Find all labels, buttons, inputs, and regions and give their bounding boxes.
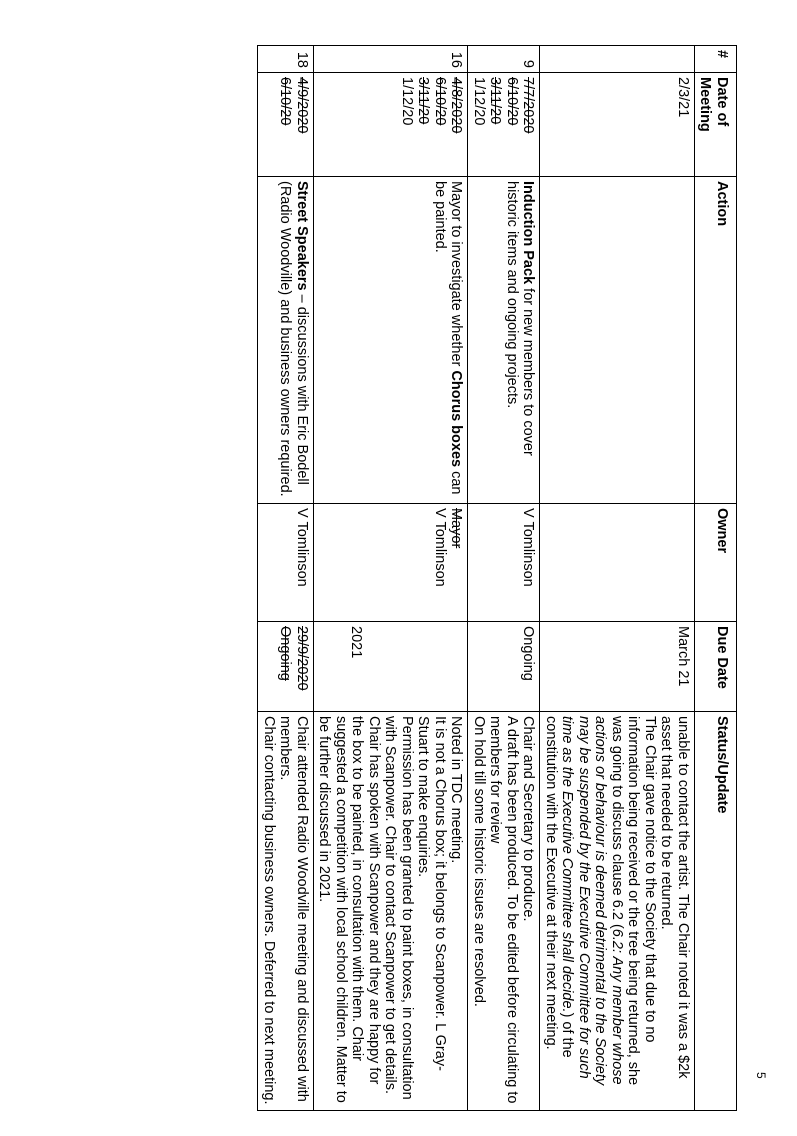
meeting-date: 6/10/20 bbox=[504, 77, 520, 126]
status-line: Chair has spoken with Scanpower and they are happy for the box to be painted, in consultation with them. Chair suggested a competition with local school children. Matter to be further discussed in 2021. bbox=[316, 716, 382, 1103]
cell-action bbox=[468, 177, 540, 504]
due-date: 2021 bbox=[348, 626, 365, 659]
table-row-item-16 bbox=[314, 46, 469, 1111]
due-date-struck: Ongoing bbox=[277, 626, 294, 681]
meeting-date: 7/7/2020 bbox=[520, 77, 537, 134]
action-text: for new members to cover historic items and ongoing projects. bbox=[504, 181, 537, 456]
constitution-clause-quote: 6.2: Any member whose actions or behaviour is deemed detrimental to the Society may be suspended by the Executive Committee for such time as the Executive Committee shall decide. bbox=[559, 716, 625, 1086]
status-line: Noted in TDC meeting. bbox=[448, 716, 465, 864]
header-date-of-meeting: Date of Meeting bbox=[695, 73, 737, 177]
action-title: Chorus boxes bbox=[448, 370, 465, 468]
action-items-table bbox=[258, 45, 738, 1111]
cell-number: 9 bbox=[468, 46, 540, 73]
due-date: March 21 bbox=[675, 626, 691, 687]
meeting-date: 1/12/20 bbox=[471, 77, 487, 126]
meeting-date: 2/3/21 bbox=[675, 77, 691, 118]
cell-owner bbox=[468, 504, 540, 622]
status-line: A draft has been produced. To be edited before circulating to members for review bbox=[487, 716, 520, 1104]
cell-owner bbox=[314, 504, 469, 622]
cell-status bbox=[314, 712, 469, 1111]
cell-number: 18 bbox=[258, 46, 314, 73]
status-paragraph: The Chair gave notice to the Society that due to no information being received or the tree being returned, she was going to discuss clause 6.2 (6.2: Any member whose actions or behaviour is deemed detrimental to the Society may be suspended by the Executive Committee for such time as the Executive Committee shall decide.) of the constitution with the Executive at their next meeting. bbox=[543, 716, 658, 1086]
cell-number: 16 bbox=[314, 46, 469, 73]
cell-date bbox=[258, 73, 314, 177]
cell-number bbox=[540, 46, 695, 73]
table-header-row bbox=[695, 46, 737, 1111]
meeting-date: 1/12/20 bbox=[399, 77, 415, 126]
cell-due-date bbox=[540, 622, 695, 712]
meeting-date: 4/9/2020 bbox=[294, 77, 310, 134]
status-paragraph: unable to contact the artist. The Chair noted it was a $2k asset that needed to be returned. bbox=[658, 716, 691, 1079]
header-status-update: Status/Update bbox=[695, 712, 737, 1111]
status-line: It is not a Chorus box; it belongs to Scanpower. L Gray-Stuart to make enquiries. bbox=[415, 716, 448, 1071]
cell-action bbox=[314, 177, 469, 504]
status-line: On hold till some historic issues are resolved. bbox=[471, 716, 487, 1007]
cell-owner bbox=[258, 504, 314, 622]
cell-date bbox=[468, 73, 540, 177]
header-number: # bbox=[695, 46, 737, 73]
cell-date bbox=[540, 73, 695, 177]
meeting-date: 3/11/20 bbox=[415, 77, 432, 125]
meeting-date: 4/8/2020 bbox=[448, 77, 465, 134]
owner-name: V Tomlinson bbox=[294, 508, 310, 587]
cell-action bbox=[258, 177, 314, 504]
meeting-date: 6/10/20 bbox=[277, 77, 294, 126]
cell-date bbox=[314, 73, 469, 177]
cell-due-date bbox=[468, 622, 540, 712]
action-text: can be painted. bbox=[432, 181, 465, 495]
cell-status bbox=[258, 712, 314, 1111]
status-line: Chair attended Radio Woodville meeting and discussed with members. bbox=[277, 716, 310, 1102]
owner-name: V Tomlinson bbox=[432, 508, 448, 587]
action-text: Mayor to investigate whether bbox=[448, 181, 465, 371]
action-title: Induction Pack bbox=[520, 181, 537, 285]
due-date: Ongoing bbox=[520, 626, 537, 681]
due-date-struck: 29/9/2020 bbox=[294, 626, 310, 691]
meeting-date: 6/10/20 bbox=[432, 77, 448, 126]
owner-name: V Tomlinson bbox=[520, 508, 537, 587]
cell-status bbox=[540, 712, 695, 1111]
cell-action bbox=[540, 177, 695, 504]
owner-name-struck: Mayor bbox=[448, 508, 465, 549]
header-due-date: Due Date bbox=[695, 622, 737, 712]
status-line: Chair contacting business owners. Deferred to next meeting. bbox=[261, 716, 277, 1105]
table-row-item-9 bbox=[468, 46, 540, 1111]
status-line: Permission has been granted to paint boxes, in consultation with Scanpower. Chair to contact Scanpower to get details. bbox=[382, 716, 415, 1100]
cell-due-date bbox=[314, 622, 469, 712]
action-text: – discussions with Eric Bodell (Radio Woodville) and business owners required. bbox=[277, 181, 310, 497]
table-row-item-18 bbox=[258, 46, 314, 1111]
page-number: 5 bbox=[754, 1072, 768, 1079]
header-owner: Owner bbox=[695, 504, 737, 622]
status-line: Chair and Secretary to produce. bbox=[520, 716, 537, 922]
action-title: Street Speakers bbox=[294, 181, 310, 291]
meeting-date: 3/11/20 bbox=[487, 77, 504, 125]
cell-status bbox=[468, 712, 540, 1111]
cell-due-date bbox=[258, 622, 314, 712]
header-action: Action bbox=[695, 177, 737, 504]
table-row-continued bbox=[540, 46, 695, 1111]
cell-owner bbox=[540, 504, 695, 622]
